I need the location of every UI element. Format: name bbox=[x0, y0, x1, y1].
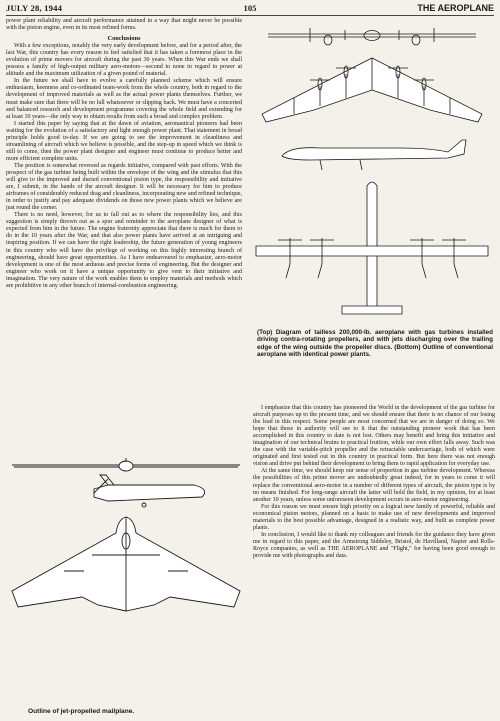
body-paragraph: In conclusion, I would like to thank my colleagues and friends for the guidance they have given me in regard to this paper, and the Armstrong Siddeley, Bristol, de Havilland, Napier and Rolls-Royce companies, as well as THE AEROPLANE and "Flight," for having been good enough to provide me with photographs and data. bbox=[253, 531, 495, 559]
body-paragraph: With a few exceptions, notably the very early development before, and for a period after, the last War, this country has every reason to feel satisfied that it has taken a foremost place in the evolution of prime movers for aircraft during the past 30 years. When this War ends we shall possess a family of high-output military aero-motors—second to none in regard to power at altitude and the maximum utilization of a given pound of material. bbox=[6, 43, 242, 78]
issue-date: JULY 28, 1944 bbox=[6, 3, 63, 13]
body-paragraph: For this reason we must ensure high priority on a logical new family of powerful, reliable and economical piston motors, planned on a basis to make use of new developments and improved materials to the best possible advantage, designed in a realistic way, and built as complete power plants. bbox=[253, 503, 495, 531]
tailless-aeroplane-figure bbox=[250, 18, 494, 138]
header-rule bbox=[6, 15, 494, 16]
section-heading: Conclusions bbox=[107, 35, 141, 43]
journal-title: THE AEROPLANE bbox=[417, 3, 494, 13]
mailplane-figure bbox=[4, 455, 244, 705]
body-paragraph: In the future we shall have to evolve a carefully planned scheme which will ensure enthusiasm, keenness and co-ordinated team-work from the whole country, both in regard to the development of improved materials as well as the actual power plants themselves. Further, we must make sure that there will be no lull whatsoever or slipping back. We must have a concerted and balanced research and development programme covering the whole field and extending for at least 10 years—the only way to obtain results from such a broad and complex problem. bbox=[6, 78, 242, 120]
conventional-aeroplane-figure bbox=[250, 138, 494, 326]
right-column bbox=[253, 405, 495, 560]
body-paragraph: There is no need, however, for us to fall out as to where the responsibility lies, and this suggestion is simply thrown out as a spur and reminder to the aeroplane designer of what is expected from him in the future. The engine fraternity appreciate that there is much for them to do in the 10 years after the War, and that also power plants have arrived at an intriguing and inspiring position. If we can have the right leadership, the future generation of young engineers in this country who will have the privilege of working on this highly interesting branch of engineering, should have great opportunities. As I have endeavoured to emphasize, aero-motor development is one of the most arduous and precise forms of engineering. But the designer and engineer who work on it have a unique opportunity to give vent to their initiative and imagination. The very nature of the work enables them to employ materials and methods which are prohibitive in any other branch of internal-combustion engineering. bbox=[6, 212, 242, 289]
tailless-aeroplane-drawing bbox=[250, 18, 494, 138]
page-number: 105 bbox=[243, 3, 257, 13]
mailplane-drawing bbox=[4, 455, 244, 705]
body-paragraph: I emphasize that this country has pioneered the World in the development of the gas turbine for aircraft purposes up to the present time, and we should ensure that there is no chance of our losing the lead in this respect. Some people are most concerned that we are in danger of doing so. We hope that those in authority will see to it that the outstanding pioneer work that has been accomplished in this country to date is not lost. Others may benefit and bring this initiative and imagination of our technical brains to practical fruition, while our own effort falls away. Such was the case with the variable-pitch propeller and the retractable undercarriage, both of which were originated and first tested out in this country in practical form. But here there was not enough vision and drive put behind their development to bring them to rapid application for everyday use. bbox=[253, 405, 495, 468]
left-column bbox=[6, 18, 242, 290]
body-paragraph: At the same time, we should keep our sense of proportion in gas turbine development. Whereas the possibilities of this prime mover are undoubtedly great indeed, for in years to come it will replace the conventional aero-motor in a number of different types of aircraft, the piston type is by no means finished. For long-range aircraft the latter will hold the field, in my opinion, for at least another 10 years, unless some unforeseen development occurs in aero-motor engineering. bbox=[253, 468, 495, 503]
figure-caption-left: Outline of jet-propelled mailplane. bbox=[28, 708, 135, 715]
page-header bbox=[6, 3, 494, 15]
intro-paragraph: power plant reliability and aircraft performance attained in a way that might never be possible with the piston engine, even in its most refined forms. bbox=[6, 18, 242, 32]
figure-caption-right: (Top) Diagram of tailless 200,000-lb. aeroplane with gas turbines installed driving contra-rotating propellers, and with jets discharging over the trailing edge of the wing outside the propeller discs. (Bottom) Outline of conventional aeroplane with identical power plants. bbox=[257, 329, 493, 359]
body-paragraph: The position is somewhat reversed as regards initiative, compared with past efforts. With the prospect of the gas turbine being built within the envelope of the wing and the stimulus that this will give to the improved and ducted conventional piston type, the responsibility and initiative are, I submit, in the hands of the aircraft designer. It will be necessary for him to produce airframes of considerably reduced drag and cleanliness, incorporating new and refined technique, in order to justify and pay adequate dividends on those new power plants which we believe are just round the corner. bbox=[6, 162, 242, 212]
conventional-aeroplane-drawing bbox=[250, 138, 494, 326]
body-paragraph: I started this paper by saying that at the dawn of aviation, aeronautical pioneers had been waiting for the evolution of a satisfactory and light enough power plant. That statement in broad principle holds good to-day. If we are going to see the improvement in cleanliness and streamlining of aircraft which we believe is possible, and the step-up in speed which we think is still to come, then the power plant designer and engineer must continue to produce better and more efficient complete units. bbox=[6, 120, 242, 162]
